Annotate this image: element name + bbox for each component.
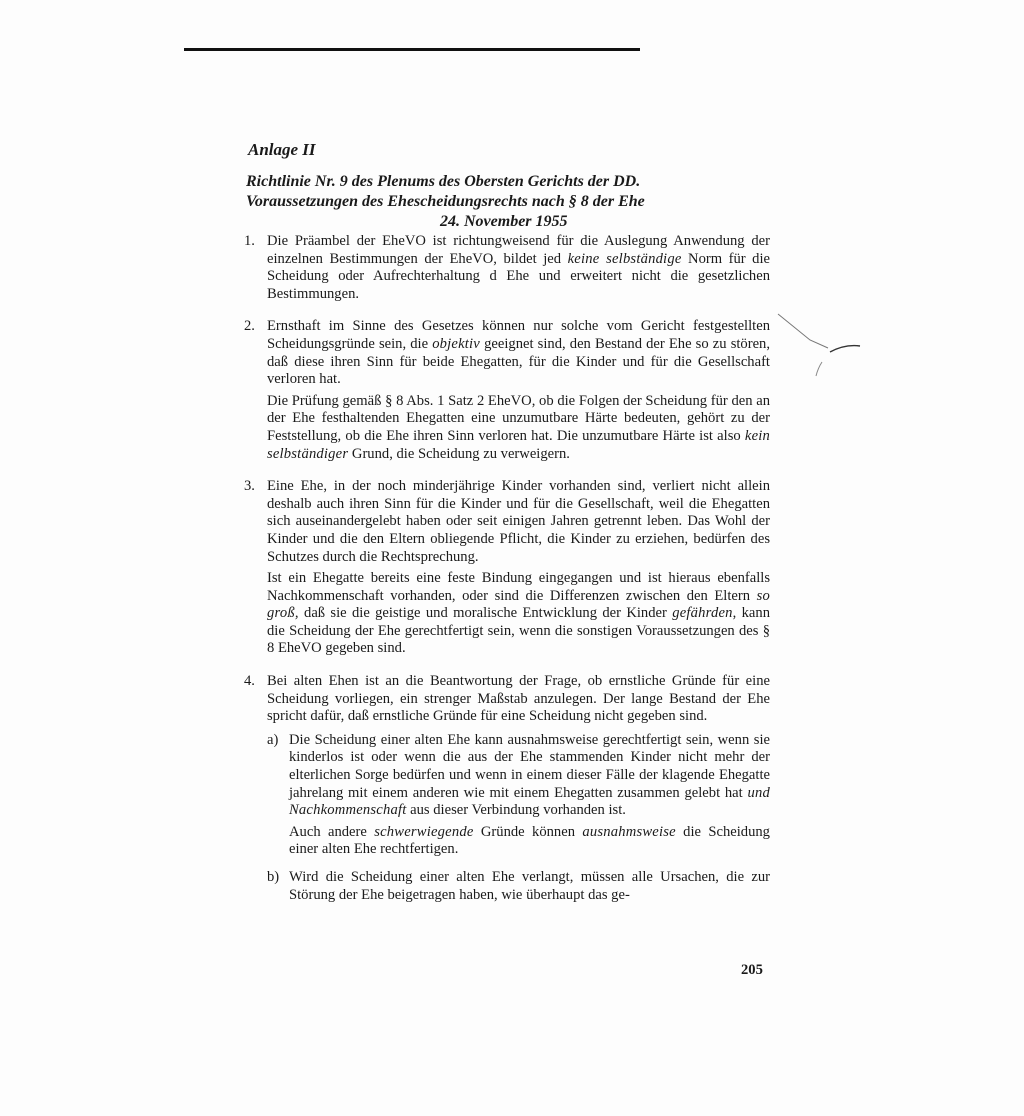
- annex-heading: Anlage II: [248, 140, 316, 159]
- paragraph: [267, 393, 770, 463]
- sub-item-label: b): [267, 869, 280, 885]
- title-line-1: Richtlinie Nr. 9 des Plenums des Obersten Gerichts der DD.: [246, 173, 641, 190]
- item-number: 3.: [244, 478, 255, 495]
- sub-item: [267, 869, 770, 908]
- emphasis-run: schwerwiegende: [374, 823, 474, 840]
- text-run: daß sie die geistige und moralische Entwicklung der Kinder: [298, 605, 673, 622]
- emphasis-run: objektiv: [432, 335, 480, 352]
- text-run: Eine Ehe, in der noch minderjährige Kinder vorhanden sind, verliert nicht allein deshalb auch ihren Sinn für die Kinder und für die Gesellschaft, weil die Ehegatten sich auseinandergelebt haben oder seit einigen Jahren getrennt leben. Das Wohl der Kinder und die den Eltern obliegende Pflicht, die Kinder zu erziehen, bedürfen des Schutzes durch die Rechtsprechung.: [267, 478, 770, 565]
- sub-item: [267, 732, 770, 863]
- text-run: Ernsthaft im Sinne des Gesetzes können nur solche vom Gericht festgestellten Scheidungsgründe sein, die: [267, 318, 770, 352]
- text-run: Die Präambel der EheVO ist richtungweisend für die Auslegung Anwendung der einzelnen Bestimmungen der EheVO, bildet jed: [267, 233, 770, 267]
- text-run: die Scheidung einer alten Ehe rechtfertigen.: [289, 823, 770, 858]
- sub-item-label: a): [267, 731, 279, 748]
- paragraph: [289, 869, 770, 904]
- item-number: 1.: [244, 233, 255, 249]
- paragraph: [267, 478, 770, 566]
- text-run: Gründe können: [473, 823, 583, 840]
- emphasis-run: ausnahmsweise: [582, 823, 676, 840]
- text-run: , kann die Scheidung der Ehe gerechtfertigt sein, wenn die sonstigen Voraussetzungen des § 8 EheVO gegeben sind.: [267, 605, 770, 657]
- emphasis-run: keine selbständige: [567, 250, 682, 267]
- text-run: Grund, die Scheidung zu verweigern.: [348, 445, 570, 462]
- paragraph: [289, 732, 770, 820]
- emphasis-run: so groß,: [267, 587, 770, 622]
- paragraph: [267, 318, 770, 388]
- numbered-item: [244, 233, 770, 307]
- item-content: [267, 673, 770, 914]
- item-content: [267, 478, 770, 662]
- paragraph: [267, 673, 770, 726]
- paragraph: [267, 233, 770, 303]
- numbered-item: [244, 318, 770, 467]
- paragraph: [289, 824, 770, 859]
- text-run: geeignet sind, den Bestand der Ehe so zu stören, daß diese ihren Sinn für beide Ehegatten, für die Kinder und für die Gesellschaft verloren hat.: [267, 335, 771, 388]
- item-content: [267, 318, 770, 467]
- text-run: Die Scheidung einer alten Ehe kann ausnahmsweise gerechtfertigt sein, wenn sie kinderlos ist oder wenn die aus der Ehe stammenden Kinder nicht mehr der elterlichen Sorge bedürfen und wenn in einem dieser Fälle der klagende Ehegatte jahrelang mit einem anderen wie mit einem Ehegatten zusammen gelebt hat: [289, 731, 770, 801]
- top-rule: [184, 48, 640, 51]
- text-run: aus dieser Verbindung vorhanden ist.: [406, 802, 626, 819]
- margin-pen-marks: [770, 300, 870, 390]
- title-line-2: Voraussetzungen des Ehescheidungsrechts nach § 8 der Ehe: [246, 193, 645, 210]
- text-run: Ist ein Ehegatte bereits eine feste Bindung eingegangen und ist hieraus ebenfalls Nachkommenschaft vorhanden, oder sind die Differenzen zwischen den Eltern: [267, 570, 770, 604]
- text-run: Wird die Scheidung einer alten Ehe verlangt, müssen alle Ursachen, die zur Störung der Ehe beigetragen haben, wie überhaupt das ge-: [289, 869, 770, 903]
- numbered-item: [244, 673, 770, 914]
- item-number: 4.: [244, 673, 255, 690]
- numbered-item: [244, 478, 770, 662]
- page-number: 205: [741, 962, 763, 978]
- emphasis-run: kein selbständiger: [267, 427, 770, 462]
- paragraph: [267, 570, 770, 658]
- emphasis-run: und Nachkommenschaft: [289, 784, 770, 819]
- sub-item-content: [289, 869, 770, 908]
- text-run: Norm für die Scheidung oder Aufrechterhaltung d Ehe und erweitert nicht die gesetzlichen Bestimmungen.: [267, 250, 771, 302]
- text-run: Bei alten Ehen ist an die Beantwortung der Frage, ob ernstliche Gründe für eine Scheidung vorliegen, ein strenger Maßstab anzulegen. Der lange Bestand der Ehe spricht dafür, daß ernstliche Gründe für eine Scheidung nicht gegeben sind.: [267, 673, 770, 725]
- document-body: [244, 233, 770, 925]
- text-run: Auch andere: [289, 823, 375, 840]
- item-content: [267, 233, 770, 307]
- emphasis-run: gefährden: [672, 605, 733, 622]
- text-run: Die Prüfung gemäß § 8 Abs. 1 Satz 2 EheVO, ob die Folgen der Scheidung für den an der Ehe festhaltenden Ehegatten eine unzumutbare Härte bedeuten, gehört zu der Feststellung, ob die Ehe ihren Sinn verloren hat. Die unzumutbare Härte ist also: [267, 392, 770, 444]
- sub-item-content: [289, 732, 770, 863]
- title-date: 24. November 1955: [440, 213, 568, 230]
- item-number: 2.: [244, 318, 255, 335]
- directive-title: [246, 172, 706, 232]
